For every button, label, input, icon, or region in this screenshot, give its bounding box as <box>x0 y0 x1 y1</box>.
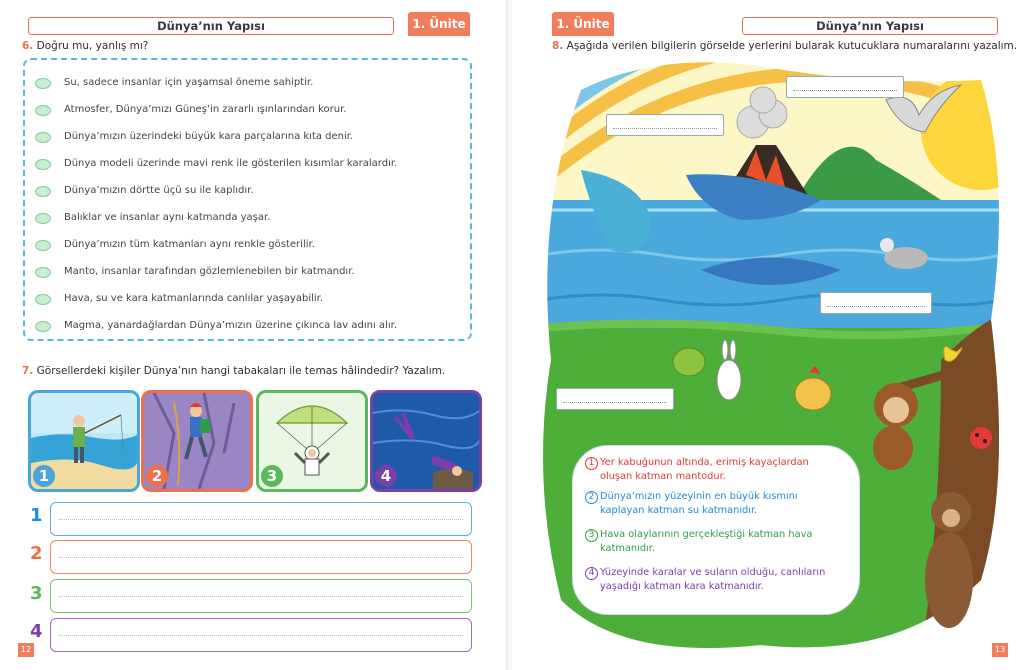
picture-fisherman <box>28 390 140 492</box>
info-card <box>572 445 860 615</box>
label-box-water[interactable] <box>820 292 932 314</box>
ladybug-icon <box>970 427 992 449</box>
page-number-right: 13 <box>992 643 1008 657</box>
answer-box-4[interactable] <box>50 618 472 652</box>
info-text: Yüzeyinde karalar ve suların olduğu, canlıların yaşadığı katman kara katmanıdır. <box>600 567 826 592</box>
question-7-text: Görsellerdeki kişiler Dünya’nın hangi tabakaları ile temas hâlindedir? Yazalım. <box>36 365 446 377</box>
info-text: Hava olaylarının gerçekleştiği katman hava katmanıdır. <box>600 529 813 554</box>
info-text: Yer kabuğunun altında, erimiş kayaçlardan oluşan katman mantodur. <box>600 457 809 482</box>
answer-box-1[interactable] <box>50 502 472 536</box>
answer-bubble[interactable] <box>35 240 51 251</box>
picture-number: 3 <box>261 465 283 487</box>
statement-text: Dünya’mızın üzerindeki büyük kara parçalarına kıta denir. <box>64 131 354 142</box>
info-number: 3 <box>585 529 598 542</box>
answer-bubble[interactable] <box>35 132 51 143</box>
statement-text: Dünya modeli üzerinde mavi renk ile gösterilen kısımlar karalardır. <box>64 158 398 169</box>
statement-text: Magma, yanardağlardan Dünya’mızın üzerine çıkınca lav adını alır. <box>64 320 397 331</box>
answer-bubble[interactable] <box>35 105 51 116</box>
question-6-text: Doğru mu, yanlış mı? <box>36 40 149 52</box>
answer-number: 3 <box>30 583 43 604</box>
answer-bubble[interactable] <box>35 294 51 305</box>
info-item-4 <box>585 566 840 594</box>
answer-bubble[interactable] <box>35 186 51 197</box>
frog <box>673 348 705 376</box>
statement-text: Dünya’mızın dörtte üçü su ile kaplıdır. <box>64 185 254 196</box>
picture-diver <box>370 390 482 492</box>
answer-number: 4 <box>30 621 43 642</box>
label-box-volcano[interactable] <box>786 76 904 98</box>
unit-tab-left: 1. Ünite <box>408 12 470 36</box>
info-number: 2 <box>585 491 598 504</box>
answer-bubble[interactable] <box>35 213 51 224</box>
info-item-1 <box>585 456 840 484</box>
unit-tab-right: 1. Ünite <box>552 12 614 36</box>
answer-box-2[interactable] <box>50 540 472 574</box>
question-8-number: 8. <box>552 40 564 52</box>
answer-bubble[interactable] <box>35 78 51 89</box>
page-number-left: 12 <box>18 643 34 657</box>
info-text: Dünya’mızın yüzeyinin en büyük kısmını kaplayan katman su katmanıdır. <box>600 491 798 516</box>
picture-number: 1 <box>33 465 55 487</box>
answer-bubble[interactable] <box>35 267 51 278</box>
left-page <box>0 0 508 670</box>
statement-text: Manto, insanlar tarafından gözlemlenebilen bir katmandır. <box>64 266 355 277</box>
picture-number: 4 <box>375 465 397 487</box>
question-7-number: 7. <box>22 365 34 377</box>
statement-text: Hava, su ve kara katmanlarında canlılar yaşayabilir. <box>64 293 324 304</box>
question-8-title <box>552 40 1017 52</box>
question-6-number: 6. <box>22 40 34 52</box>
picture-climber <box>141 390 253 492</box>
info-number: 1 <box>585 457 598 470</box>
page-title-left: Dünya’nın Yapısı <box>28 17 394 35</box>
label-box-land[interactable] <box>556 388 674 410</box>
statement-text: Balıklar ve insanlar aynı katmanda yaşar. <box>64 212 271 223</box>
statement-text: Su, sadece insanlar için yaşamsal öneme sahiptir. <box>64 77 314 88</box>
question-6-title <box>22 40 148 52</box>
bear <box>925 492 973 628</box>
answer-box-3[interactable] <box>50 579 472 613</box>
statement-text: Atmosfer, Dünya’mızı Güneş’in zararlı ışınlarından korur. <box>64 104 347 115</box>
info-item-3 <box>585 528 840 556</box>
info-item-2 <box>585 490 840 518</box>
question-8-text: Aşağıda verilen bilgilerin görselde yerlerini bularak kutucuklara numaralarını yazalım. <box>566 40 1018 52</box>
answer-bubble[interactable] <box>35 159 51 170</box>
info-number: 4 <box>585 567 598 580</box>
question-7-title <box>22 365 445 377</box>
picture-number: 2 <box>146 465 168 487</box>
page-title-right: Dünya’nın Yapısı <box>742 17 998 35</box>
true-false-box <box>23 58 472 341</box>
label-box-air[interactable] <box>606 114 724 136</box>
statement-text: Dünya’mızın tüm katmanları aynı renkle gösterilir. <box>64 239 315 250</box>
answer-bubble[interactable] <box>35 321 51 332</box>
picture-parachutist <box>256 390 368 492</box>
answer-number: 1 <box>30 505 43 526</box>
answer-number: 2 <box>30 543 43 564</box>
